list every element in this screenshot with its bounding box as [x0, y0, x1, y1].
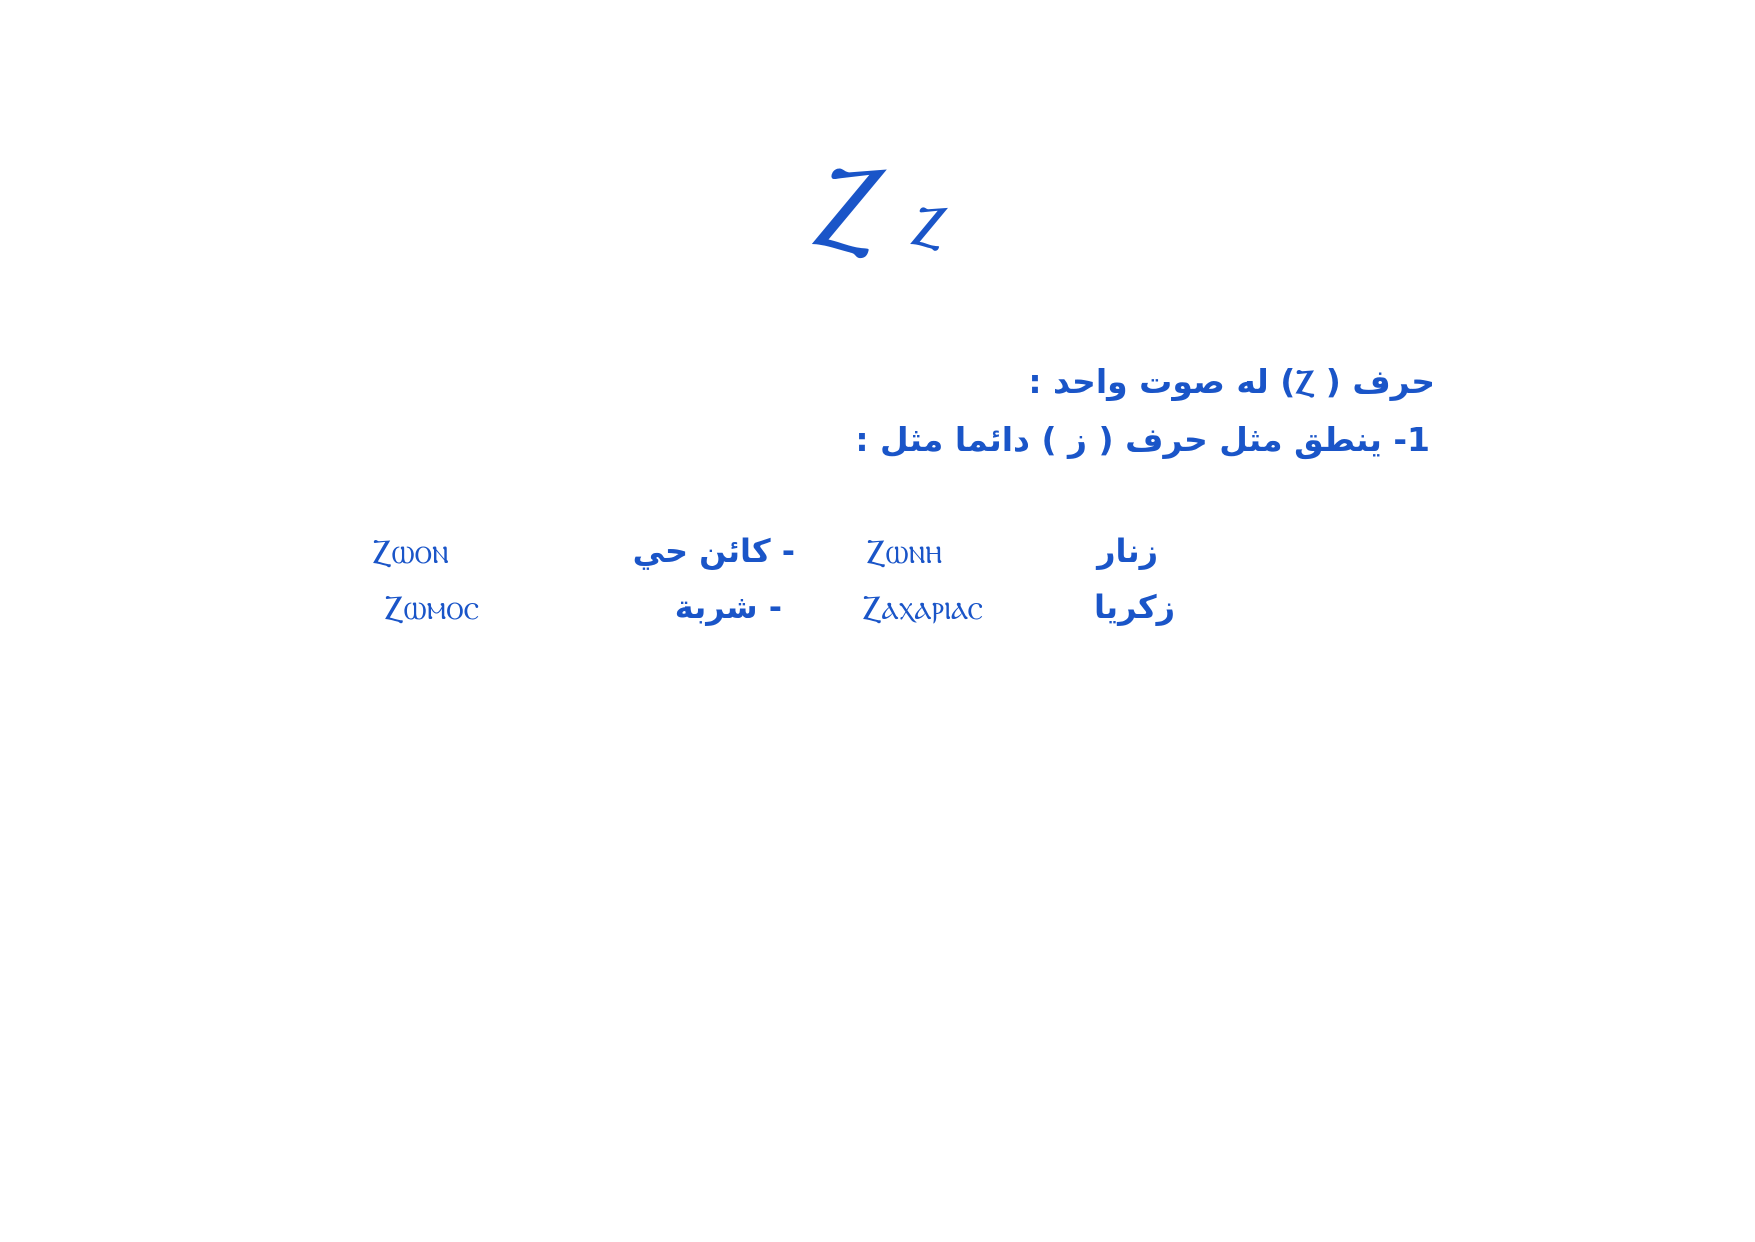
example-1-arabic: زنار [1097, 532, 1158, 570]
intro-line-1: حرف ( Ⲍ) له صوت واحد : [1028, 362, 1435, 401]
example-1-arabic-2: - كائن حي [632, 532, 795, 570]
example-2-arabic-2: - شربة [674, 588, 782, 626]
example-1-coptic-2: Ⲍⲱⲟⲛ [372, 532, 449, 572]
intro-line-2: 1- ينطق مثل حرف ( ز ) دائما مثل : [855, 420, 1430, 459]
letter-heading [0, 141, 1755, 271]
example-2-arabic: زكريا [1094, 588, 1175, 626]
lowercase-letter: ⲍ [908, 170, 947, 263]
example-2-coptic: Ⲍⲁⲭⲁⲣⲓⲁⲥ [862, 588, 983, 628]
example-2-coptic-2: Ⲍⲱⲙⲟⲥ [384, 588, 480, 628]
uppercase-letter: Ⲍ [808, 141, 879, 271]
example-1-coptic: Ⲍⲱⲛⲏ [866, 532, 943, 572]
